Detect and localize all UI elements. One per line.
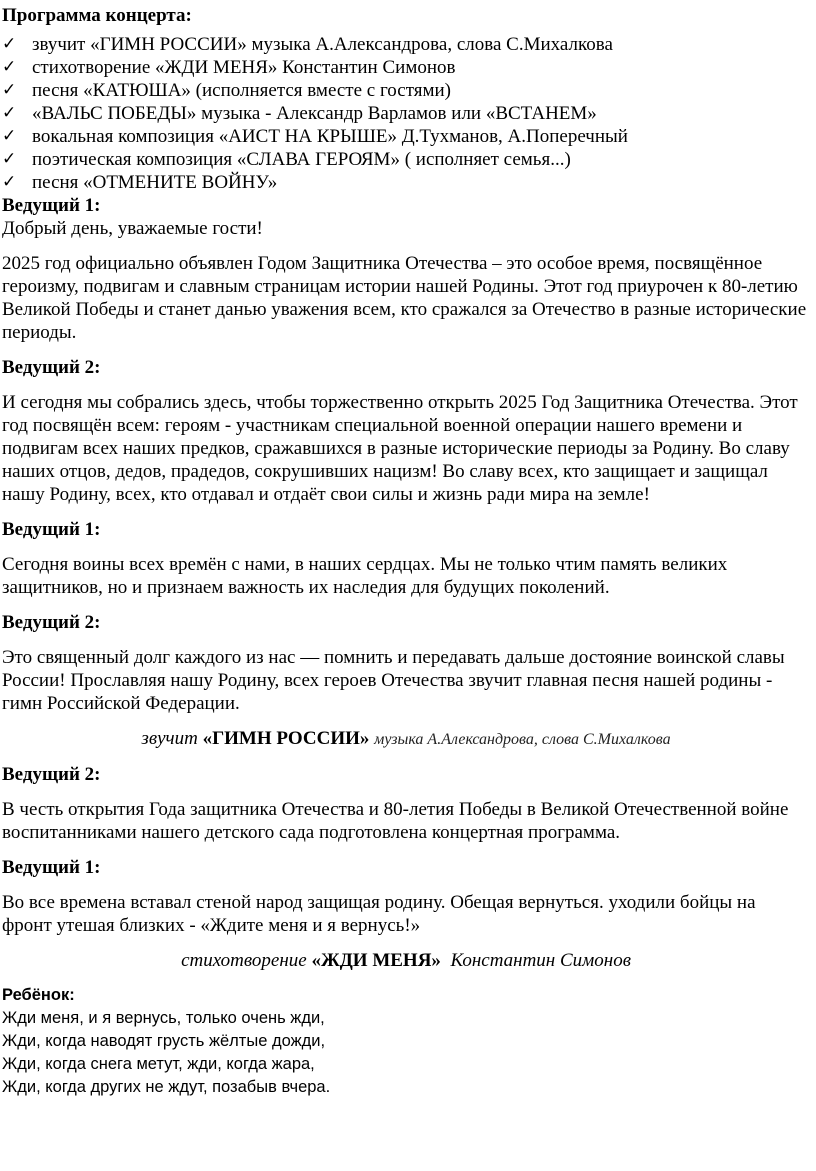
speech-paragraph: И сегодня мы собрались здесь, чтобы торжественно открыть 2025 Год Защитника Отечества. Этот год посвящён всем: героям - участникам специальной военной операции нашего времени и подвигам всех наших предков, сражавшихся в разные исторические периоды за Родину. Во славу наших отцов, дедов, прадедов, сокрушивших нацизм! Во славу всех, кто защищает и защищал нашу Родину, всех, кто отдавал и отдаёт свои силы и жизнь ради мира на земле! [2,392,798,505]
speech-paragraph: Это священный долг каждого из нас — помнить и передавать дальше достояние воинской славы России! Прославляя нашу Родину, всех героев Отечества звучит главная песня нашей родины - гимн Российской Федерации. [2,647,785,714]
poem-line: Жди, когда наводят грусть жёлтые дожди, [2,1032,326,1050]
program-item [2,102,810,125]
checkmark-icon: ✓ [2,34,17,54]
poem-line: Жди меня, и я вернусь, только очень жди, [2,1009,325,1027]
program-item-text: «ВАЛЬС ПОБЕДЫ» музыка - Александр Варламов или «ВСТАНЕМ» [32,103,597,124]
checkmark-icon: ✓ [2,126,17,146]
speech-paragraph: 2025 год официально объявлен Годом Защитника Отечества – это особое время, посвящённое героизму, подвигам и славным страницам истории нашей Родины. Этот год приурочен к 80-летию Великой Победы и станет данью уважения всем, кто сражался за Отечество в разные исторические периоды. [2,253,807,343]
program-title: Программа концерта: [2,5,192,26]
checkmark-icon: ✓ [2,149,17,169]
program-list [2,33,810,194]
program-item-text: песня «КАТЮША» (исполняется вместе с гостями) [32,80,452,101]
poem-title: «ЖДИ МЕНЯ» [311,950,441,971]
anthem-prefix: звучит [141,728,198,749]
anthem-credits: музыка А.Александрова, слова С.Михалкова [374,731,671,748]
speech-paragraph: В честь открытия Года защитника Отечества и 80-летия Победы в Великой Отечественной войне воспитанниками нашего детского сада подготовлена концертная программа. [2,799,789,843]
checkmark-icon: ✓ [2,172,17,192]
program-item [2,171,810,194]
program-item [2,56,810,79]
poem-prefix: стихотворение [181,950,307,971]
child-speaker-label: Ребёнок: [2,986,75,1004]
program-item-text: звучит «ГИМН РОССИИ» музыка А.Александрова, слова С.Михалкова [32,34,613,55]
greeting-text: Добрый день, уважаемые гости! [2,218,263,239]
program-item-text: стихотворение «ЖДИ МЕНЯ» Константин Симонов [32,57,456,78]
speaker-label: Ведущий 2: [2,357,101,378]
poem-line: Жди, когда других не ждут, позабыв вчера. [2,1078,331,1096]
program-item [2,79,810,102]
program-item-text: вокальная композиция «АИСТ НА КРЫШЕ» Д.Тухманов, А.Поперечный [32,126,628,147]
checkmark-icon: ✓ [2,103,17,123]
speaker-label: Ведущий 1: [2,195,101,216]
anthem-line [2,727,810,751]
checkmark-icon: ✓ [2,57,17,77]
speaker-label: Ведущий 1: [2,857,101,878]
speech-paragraph: Сегодня воины всех времён с нами, в наших сердцах. Мы не только чтим память великих защитников, но и признаем важность их наследия для будущих поколений. [2,554,728,598]
poem-heading [2,949,810,972]
checkmark-icon: ✓ [2,80,17,100]
speaker-label: Ведущий 1: [2,519,101,540]
program-item-text: песня «ОТМЕНИТЕ ВОЙНУ» [32,172,278,193]
speaker-label: Ведущий 2: [2,612,101,633]
program-item [2,125,810,148]
poem-line: Жди, когда снега метут, жди, когда жара, [2,1055,315,1073]
program-item [2,33,810,56]
speech-paragraph: Во все времена вставал стеной народ защищая родину. Обещая вернуться. уходили бойцы на фронт утешая близких - «Ждите меня и я вернусь!» [2,892,756,936]
program-item [2,148,810,171]
speaker-label: Ведущий 2: [2,764,101,785]
anthem-title: «ГИМН РОССИИ» [202,728,370,749]
program-item-text: поэтическая композиция «СЛАВА ГЕРОЯМ» ( исполняет семья...) [32,149,571,170]
poem-author: Константин Симонов [450,950,631,971]
